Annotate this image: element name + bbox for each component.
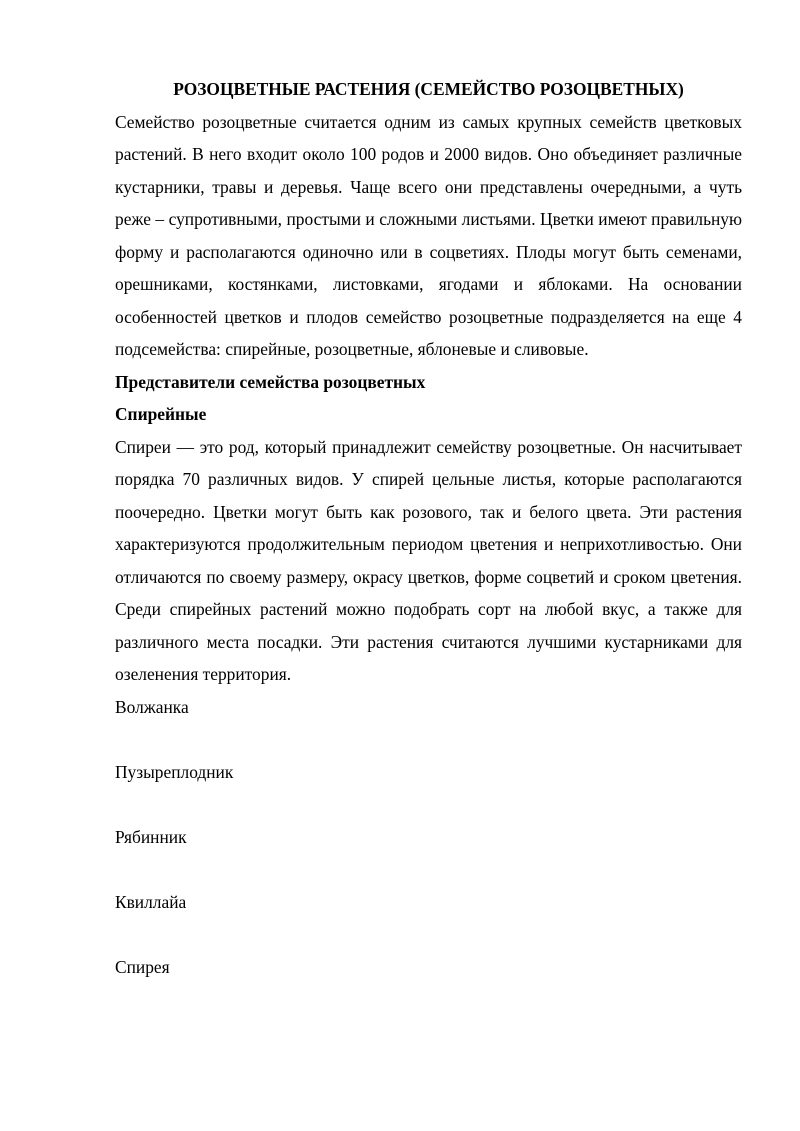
genus-item: Квиллайа bbox=[115, 891, 187, 912]
genus-item: Волжанка bbox=[115, 696, 189, 717]
genus-item: Пузыреплодник bbox=[115, 761, 234, 782]
document-page bbox=[115, 73, 742, 1016]
section-heading: Представители семейства розоцветных bbox=[115, 371, 426, 392]
genus-list bbox=[115, 691, 742, 984]
subsection-heading: Спирейные bbox=[115, 404, 207, 424]
genus-item: Рябинник bbox=[115, 826, 187, 847]
document-title: РОЗОЦВЕТНЫЕ РАСТЕНИЯ (СЕМЕЙСТВО РОЗОЦВЕТНЫХ) bbox=[173, 79, 684, 99]
genus-item: Спирея bbox=[115, 956, 170, 977]
spirea-paragraph: Спиреи — это род, который принадлежит семейству розоцветные. Он насчитывает порядка 70 различных видов. У спирей цельные листья, которые располагаются поочередно. Цветки могут быть как розового, так и белого цвета. Эти растения характеризуются продолжительным периодом цветения и неприхотливостью. Они отличаются по своему размеру, окрасу цветков, форме соцветий и сроком цветения. Среди спирейных растений можно подобрать сорт на любой вкус, а также для различного места посадки. Эти растения считаются лучшими кустарниками для озеленения территория. bbox=[115, 436, 742, 684]
intro-paragraph: Семейство розоцветные считается одним из самых крупных семейств цветковых растений. В него входит около 100 родов и 2000 видов. Оно объединяет различные кустарники, травы и деревья. Чаще всего они представлены очередными, а чуть реже – супротивными, простыми и сложными листьями. Цветки имеют правильную форму и располагаются одиночно или в соцветиях. Плоды могут быть семенами, орешниками, костянками, листовками, ягодами и яблоками. На основании особенностей цветков и плодов семейство розоцветные подразделяется на еще 4 подсемейства: спирейные, розоцветные, яблоневые и сливовые. bbox=[115, 111, 742, 359]
